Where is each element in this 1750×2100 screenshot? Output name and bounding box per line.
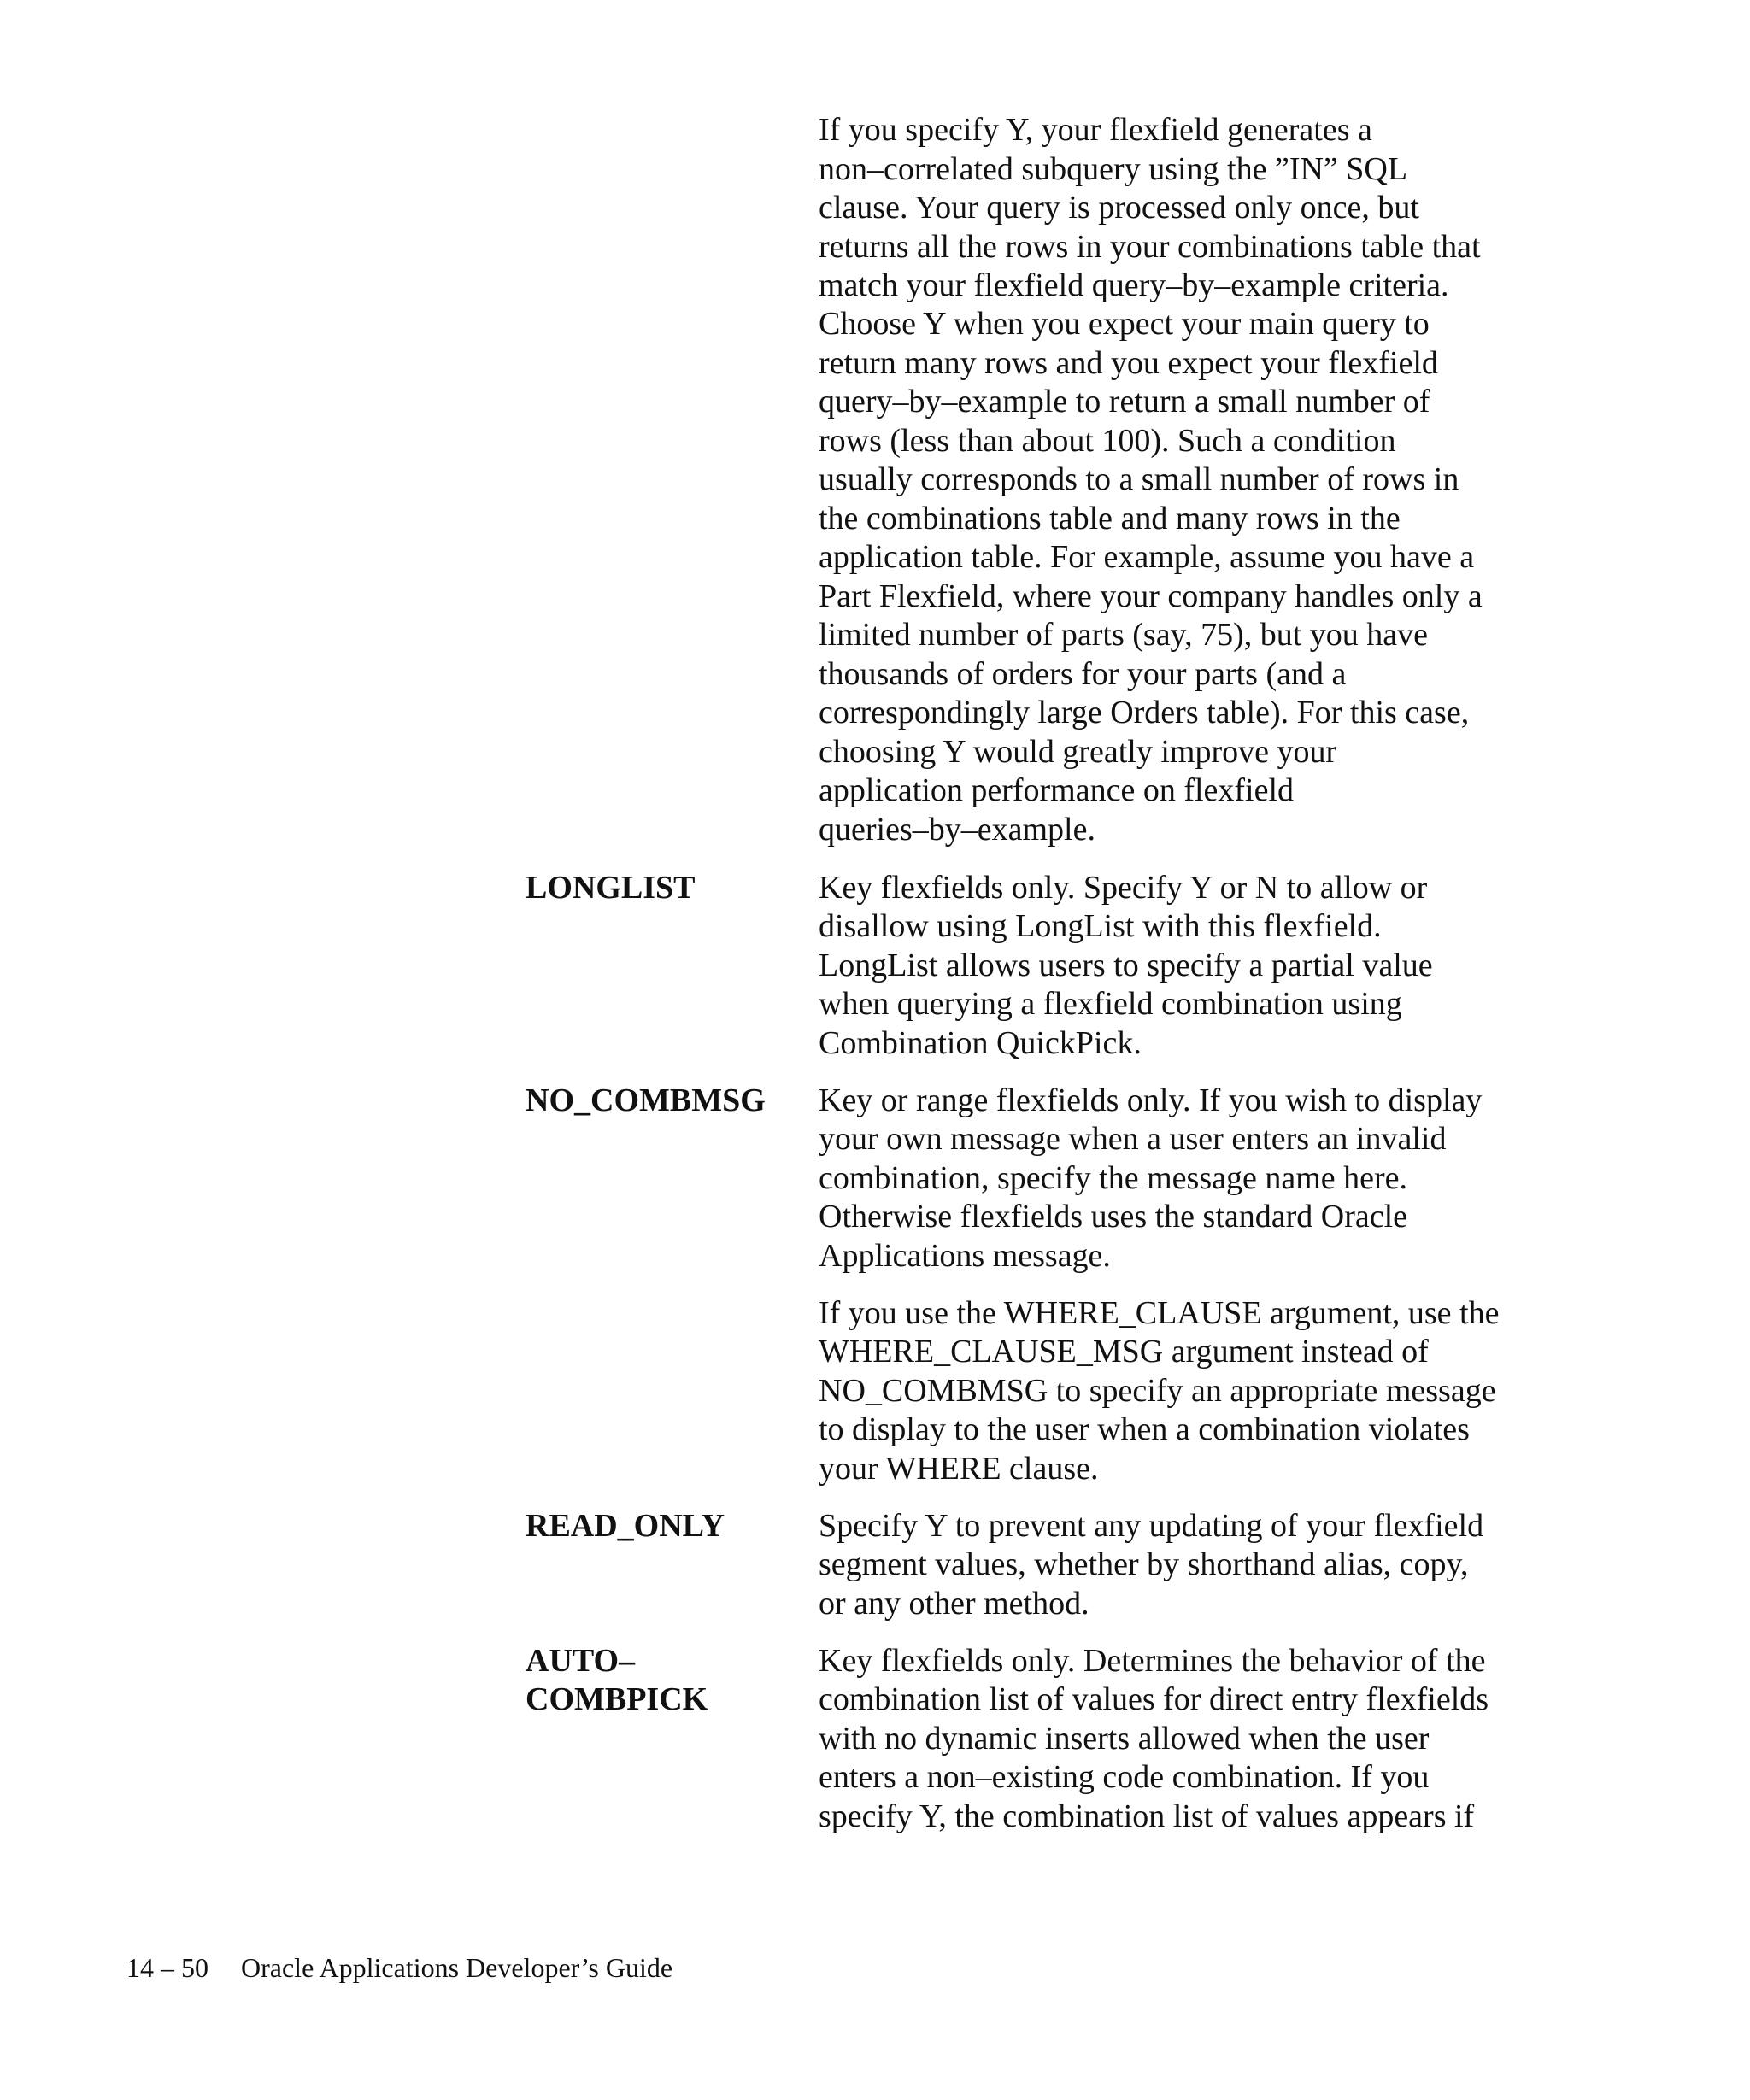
term-read-only: READ_ONLY: [526, 1508, 725, 1544]
definition-line: Key flexfields only. Determines the behavior of the: [819, 1643, 1486, 1679]
definition-line: Key flexfields only. Specify Y or N to allow or: [819, 870, 1428, 906]
guide-title: Oracle Applications Developer’s Guide: [241, 1952, 673, 1983]
term-autocombpick: COMBPICK: [526, 1681, 708, 1717]
intro-line: thousands of orders for your parts (and a: [819, 656, 1347, 692]
page-number: 14 – 50: [126, 1952, 208, 1983]
intro-line: clause. Your query is processed only once, but: [819, 190, 1419, 226]
definition-line: segment values, whether by shorthand alias, copy,: [819, 1546, 1469, 1582]
definition-line: with no dynamic inserts allowed when the user: [819, 1721, 1430, 1757]
intro-line: match your flexfield query–by–example criteria.: [819, 267, 1449, 303]
intro-line: choosing Y would greatly improve your: [819, 734, 1337, 770]
definition-line: Key or range flexfields only. If you wish to display: [819, 1082, 1483, 1118]
intro-line: the combinations table and many rows in the: [819, 501, 1401, 537]
intro-line: usually corresponds to a small number of rows in: [819, 461, 1459, 497]
intro-line: rows (less than about 100). Such a condition: [819, 423, 1396, 459]
intro-line: query–by–example to return a small number of: [819, 384, 1430, 419]
definition-line: Otherwise flexfields uses the standard Oracle: [819, 1199, 1408, 1235]
intro-line: application table. For example, assume you have a: [819, 539, 1475, 575]
definition-line: LongList allows users to specify a partial value: [819, 947, 1433, 983]
definition-line: specify Y, the combination list of values appears if: [819, 1798, 1475, 1834]
definition-line: disallow using LongList with this flexfield.: [819, 908, 1382, 944]
intro-line: Part Flexfield, where your company handles only a: [819, 578, 1483, 614]
definition-line: enters a non–existing code combination. If you: [819, 1759, 1430, 1795]
definition-line: Applications message.: [819, 1238, 1111, 1274]
intro-line: returns all the rows in your combinations table that: [819, 229, 1481, 265]
term-longlist: LONGLIST: [526, 870, 696, 906]
definition-line: If you use the WHERE_CLAUSE argument, use the: [819, 1295, 1500, 1331]
definition-line: to display to the user when a combination violates: [819, 1411, 1470, 1447]
definition-line: your own message when a user enters an invalid: [819, 1121, 1447, 1157]
intro-line: queries–by–example.: [819, 812, 1095, 848]
intro-line: non–correlated subquery using the ”IN” SQL: [819, 151, 1408, 187]
term-no-combmsg: NO_COMBMSG: [526, 1082, 766, 1118]
definition-line: NO_COMBMSG to specify an appropriate message: [819, 1373, 1496, 1409]
definition-line: combination, specify the message name here.: [819, 1160, 1408, 1196]
intro-line: Choose Y when you expect your main query to: [819, 306, 1430, 342]
definition-line: when querying a flexfield combination using: [819, 986, 1402, 1022]
intro-line: correspondingly large Orders table). For this case,: [819, 695, 1470, 730]
definition-line: your WHERE clause.: [819, 1451, 1099, 1487]
intro-line: limited number of parts (say, 75), but you have: [819, 617, 1429, 653]
definition-line: or any other method.: [819, 1586, 1089, 1622]
definition-line: Specify Y to prevent any updating of your flexfield: [819, 1508, 1484, 1544]
intro-line: If you specify Y, your flexfield generates a: [819, 112, 1372, 148]
definition-line: combination list of values for direct entry flexfields: [819, 1681, 1489, 1717]
intro-line: return many rows and you expect your flexfield: [819, 345, 1438, 381]
definition-line: Combination QuickPick.: [819, 1025, 1142, 1061]
intro-line: application performance on flexfield: [819, 772, 1295, 808]
definition-line: WHERE_CLAUSE_MSG argument instead of: [819, 1334, 1429, 1370]
term-autocombpick: AUTO–: [526, 1643, 636, 1679]
